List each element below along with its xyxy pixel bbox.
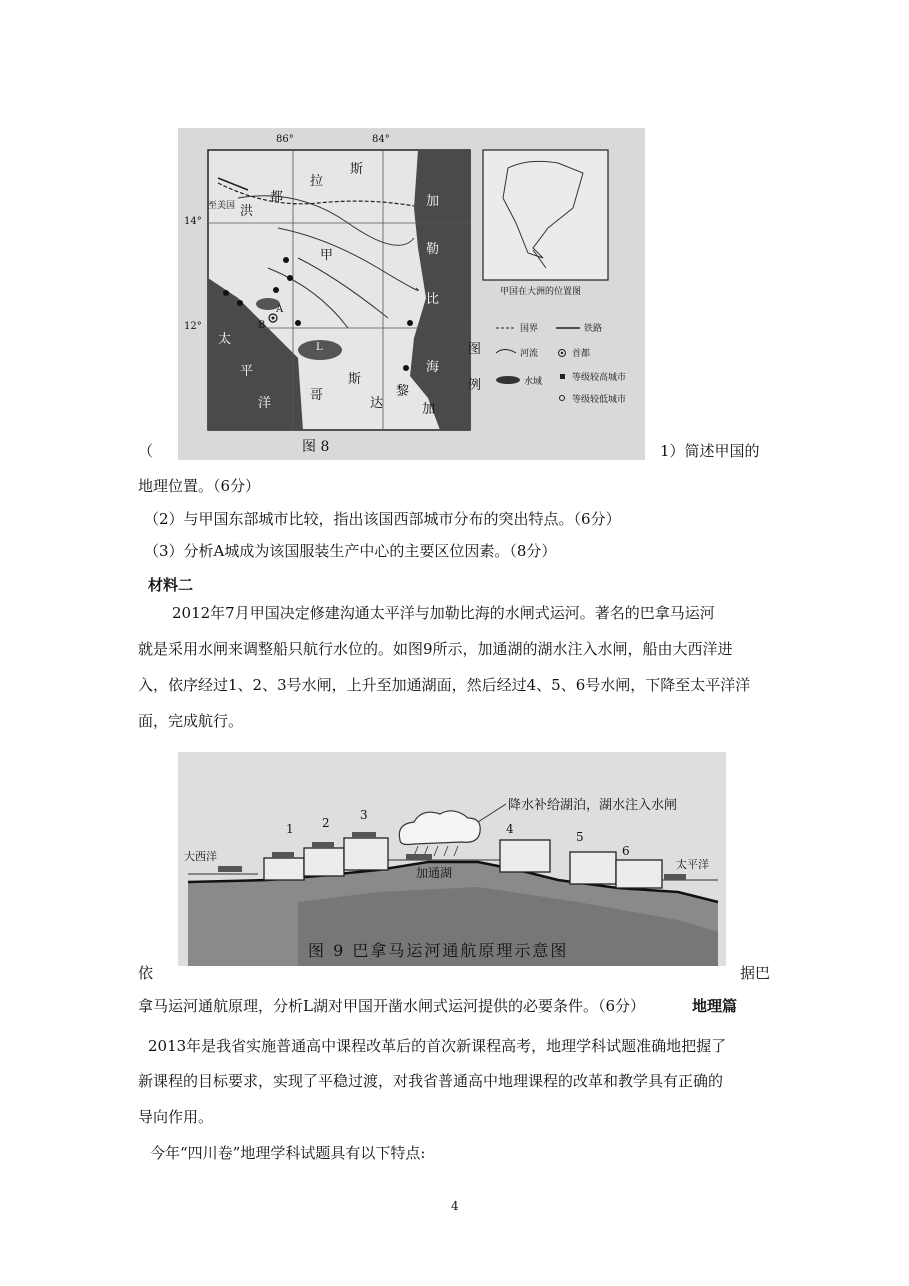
lat-label-12: 12° bbox=[184, 321, 202, 332]
map-label-honduras-1: 洪 bbox=[240, 204, 254, 219]
question-4-left: 依 bbox=[138, 964, 154, 982]
map-label-honduras-4: 斯 bbox=[350, 162, 364, 177]
map-label-pacific-2: 平 bbox=[240, 364, 254, 379]
legend-river: 河流 bbox=[520, 349, 539, 359]
city-dot bbox=[295, 320, 301, 326]
lock-number-5: 5 bbox=[576, 830, 584, 844]
city-dot bbox=[237, 300, 243, 306]
legend-water: 水域 bbox=[524, 377, 543, 387]
page-number: 4 bbox=[451, 1199, 459, 1213]
label-gatun-lake: 加通湖 bbox=[416, 866, 453, 880]
inset-map-frame bbox=[483, 150, 608, 280]
lon-label-86: 86° bbox=[276, 134, 294, 145]
map-label-caribbean-3: 比 bbox=[426, 292, 440, 307]
map-label-costa-rica-4: 黎 bbox=[396, 384, 410, 399]
map-label-pacific-1: 太 bbox=[218, 332, 232, 347]
map-label-pacific-3: 洋 bbox=[258, 396, 272, 411]
map-label-city-b: B bbox=[258, 320, 266, 331]
ship bbox=[664, 874, 686, 880]
map-label-lake-l: L bbox=[316, 342, 323, 353]
figure-8-map bbox=[178, 128, 645, 460]
legend-major-city: 等级较高城市 bbox=[572, 373, 627, 383]
rain-note: 降水补给湖泊，湖水注入水闸 bbox=[508, 798, 678, 813]
label-pacific: 太平洋 bbox=[676, 858, 709, 871]
question-3: （3）分析A城成为该国服装生产中心的主要区位因素。（8分） bbox=[144, 542, 557, 560]
paragraph-3: 今年“四川卷”地理学科试题具有以下特点: bbox=[150, 1144, 426, 1162]
map-label-costa-rica-1: 哥 bbox=[310, 388, 324, 403]
map-label-country: 甲 bbox=[320, 248, 334, 263]
city-dot bbox=[283, 257, 289, 263]
section-title: 地理篇 bbox=[692, 997, 738, 1015]
city-dot bbox=[223, 290, 229, 296]
lat-label-14: 14° bbox=[184, 216, 202, 227]
paragraph-2-line-3: 导向作用。 bbox=[138, 1108, 214, 1126]
lock-number-4: 4 bbox=[506, 822, 514, 836]
legend-border: 国界 bbox=[520, 324, 539, 334]
ship bbox=[352, 832, 376, 838]
paragraph-1-line-4: 面，完成航行。 bbox=[138, 712, 244, 730]
paragraph-2-line-1: 2013年是我省实施普通高中课程改革后的首次新课程高考，地理学科试题准确地把握了 bbox=[148, 1037, 727, 1055]
question-4-right: 据巴 bbox=[740, 964, 771, 982]
lock-number-1: 1 bbox=[286, 822, 294, 836]
legend-capital: 首都 bbox=[572, 349, 591, 359]
lon-label-84: 84° bbox=[372, 134, 390, 145]
map-label-to-usa: 至美国 bbox=[208, 201, 236, 211]
map-label-costa-rica-3: 达 bbox=[370, 396, 384, 411]
map-label-honduras-2: 都 bbox=[270, 190, 284, 205]
inset-caption: 甲国在大洲的位置图 bbox=[500, 287, 582, 297]
paragraph-1-line-2: 就是采用水闸来调整船只航行水位的。如图9所示，加通湖的湖水注入水闸，船由大西洋进 bbox=[138, 640, 733, 658]
map-label-caribbean-2: 勒 bbox=[426, 242, 440, 257]
legend-minor-city: 等级较低城市 bbox=[572, 395, 627, 405]
map-label-caribbean-1: 加 bbox=[426, 194, 440, 209]
figure-9-caption: 图 9 巴拿马运河通航原理示意图 bbox=[308, 941, 569, 960]
ship bbox=[312, 842, 334, 848]
label-atlantic: 大西洋 bbox=[184, 850, 217, 863]
question-1-line-2: 地理位置。（6分） bbox=[138, 477, 261, 495]
ship bbox=[218, 866, 242, 872]
city-dot bbox=[273, 287, 279, 293]
city-dot bbox=[407, 320, 413, 326]
map-label-costa-rica-5: 加 bbox=[422, 402, 436, 417]
map-label-costa-rica-2: 斯 bbox=[348, 372, 362, 387]
paragraph-1-line-1: 2012年7月甲国决定修建沟通太平洋与加勒比海的水闸式运河。著名的巴拿马运河 bbox=[172, 604, 715, 622]
figure-8-caption: 图 8 bbox=[302, 439, 330, 455]
question-2: （2）与甲国东部城市比较，指出该国西部城市分布的突出特点。（6分） bbox=[144, 510, 621, 528]
legend-title-2: 例 bbox=[468, 378, 482, 393]
figure-9-diagram bbox=[178, 752, 726, 966]
question-open-paren: （ bbox=[138, 442, 154, 460]
map-label-city-a: A bbox=[276, 304, 284, 315]
paragraph-1-line-3: 入，依序经过1、2、3号水闸，上升至加通湖面，然后经过4、5、6号水闸，下降至太平洋洋 bbox=[138, 676, 751, 694]
lock-number-6: 6 bbox=[622, 844, 630, 858]
legend-title-1: 图 bbox=[468, 342, 482, 357]
city-dot bbox=[287, 275, 293, 281]
map-label-honduras-3: 拉 bbox=[310, 174, 324, 189]
map-label-caribbean-4: 海 bbox=[426, 360, 440, 375]
paragraph-2-line-2: 新课程的目标要求，实现了平稳过渡，对我省普通高中地理课程的改革和教学具有正确的 bbox=[138, 1072, 724, 1090]
lock-number-2: 2 bbox=[322, 816, 330, 830]
legend-railway: 铁路 bbox=[584, 324, 603, 334]
city-dot bbox=[403, 365, 409, 371]
ship bbox=[406, 854, 432, 860]
material-2-title: 材料二 bbox=[148, 576, 194, 594]
question-4-line-2: 拿马运河通航原理，分析L湖对甲国开凿水闸式运河提供的必要条件。（6分） bbox=[138, 997, 646, 1015]
question-1-tail: 1）简述甲国的 bbox=[660, 442, 760, 460]
lock-number-3: 3 bbox=[360, 808, 368, 822]
ship bbox=[272, 852, 294, 858]
